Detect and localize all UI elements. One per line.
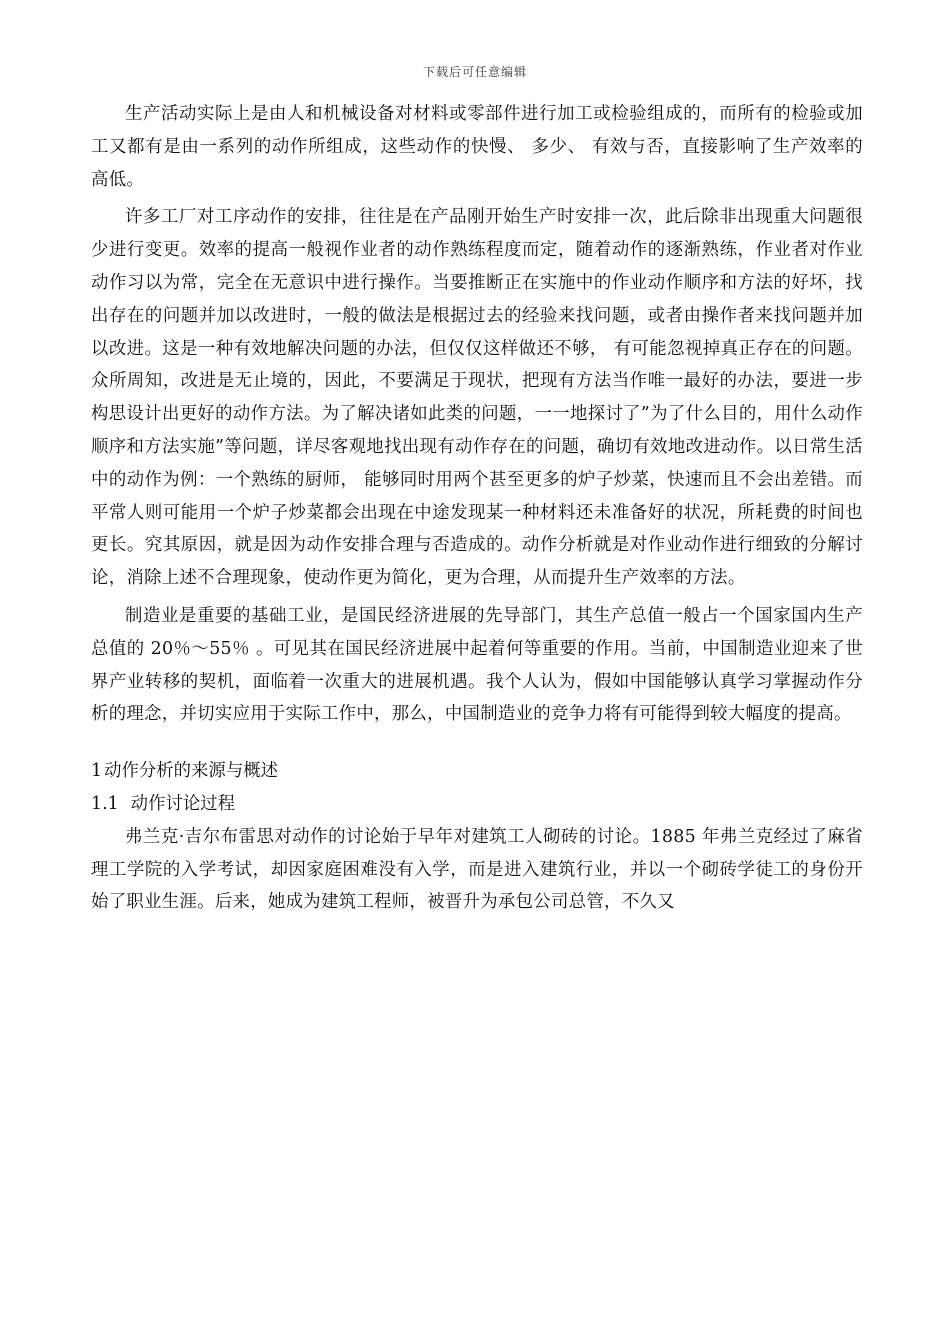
section-number: 1 <box>91 761 103 782</box>
section-heading <box>91 755 863 788</box>
paragraph-production-activity: 生产活动实际上是由人和机械设备对材料或零部件进行加工或检验组成的，而所有的检验或加工又都有是由一系列的动作所组成，这些动作的快慢、 多少、 有效与否，直接影响了生产效率的高低。 <box>91 104 863 190</box>
subsection-title: 动作讨论过程 <box>130 793 236 814</box>
header-note: 下载后可任意编辑 <box>422 65 527 79</box>
paragraph-manufacturing-industry: 制造业是重要的基础工业，是国民经济进展的先导部门，其生产总值一般占一个国家国内生产总值的 20％～55％ 。可见其在国民经济进展中起着何等重要的作用。当前，中国制造业迎来了世界产业转移的契机，面临着一次重大的进展机遇。我个人认为，假如中国能够认真学习掌握动作分析的理念，并切实应用于实际工作中，那么，中国制造业的竞争力将有可能得到较大幅度的提高。 <box>91 605 863 725</box>
subsection-number: 1.1 <box>91 793 119 814</box>
body-text <box>91 98 863 919</box>
subsection-heading <box>91 788 863 821</box>
section-title: 动作分析的来源与概述 <box>104 761 278 782</box>
paragraph-process-arrangement: 许多工厂对工序动作的安排，往往是在产品刚开始生产时安排一次，此后除非出现重大问题很少进行变更。效率的提高一般视作业者的动作熟练程度而定，随着动作的逐渐熟练，作业者对作业动作习以为常，完全在无意识中进行操作。当要推断正在实施中的作业动作顺序和方法的好坏，找出存在的问题并加以改进时，一般的做法是根据过去的经验来找问题，或者由操作者来找问题并加以改进。这是一种有效地解决问题的办法，但仅仅这样做还不够， 有可能忽视掉真正存在的问题。众所周知，改进是无止境的，因此，不要满足于现状，把现有方法当作唯一最好的办法，要进一步构思设计出更好的动作方法。为了解决诸如此类的问题，一一地探讨了”为了什么目的，用什么动作顺序和方法实施”等问题，详尽客观地找出现有动作存在的问题，确切有效地改进动作。以日常生活中的动作为例：一个熟练的厨师， 能够同时用两个甚至更多的炉子炒菜，快速而且不会出差错。而平常人则可能用一个炉子炒菜都会出现在中途发现某一种材料还未准备好的状况，所耗费的时间也更长。究其原因，就是因为动作安排合理与否造成的。动作分析就是对作业动作进行细致的分解讨论，消除上述不合理现象，使动作更为简化，更为合理，从而提升生产效率的方法。 <box>91 207 863 589</box>
paragraph-gilbreth: 弗兰克·吉尔布雷思对动作的讨论始于早年对建筑工人砌砖的讨论。1885 年弗兰克经过了麻省理工学院的入学考试，却因家庭困难没有入学，而是进入建筑行业，并以一个砌砖学徒工的身份开始了职业生涯。后来，她成为建筑工程师，被晋升为承包公司总管，不久又 <box>91 826 863 913</box>
section-spacer <box>91 731 863 755</box>
